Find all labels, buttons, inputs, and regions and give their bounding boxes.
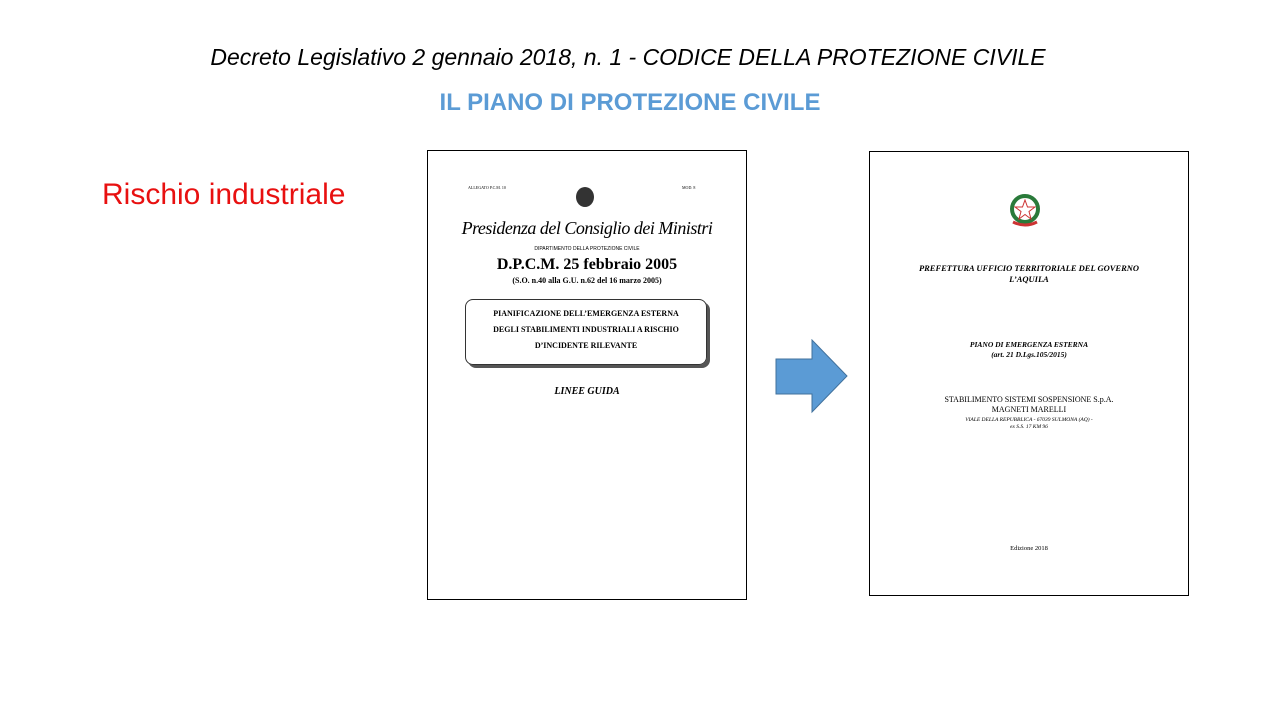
dpcm-document-image [427, 150, 747, 600]
address-line: VIALE DELLA REPUBBLICA - 67039 SULMONA (AQ) - [965, 417, 1093, 423]
republic-emblem-icon [1009, 194, 1041, 228]
authority-line: PREFETTURA UFFICIO TERRITORIALE DEL GOVERNO [918, 263, 1140, 273]
plan-line: PIANO DI EMERGENZA ESTERNA [969, 340, 1089, 349]
plan-line: (art. 21 D.Lgs.105/2015) [991, 350, 1067, 359]
doc-box [465, 299, 707, 365]
topic-label: Rischio industriale [102, 178, 346, 211]
doc-ref: (S.O. n.40 alla G.U. n.62 del 16 marzo 2005) [512, 276, 662, 285]
address-line: ex S.S. 17 KM 96 [1010, 424, 1048, 430]
address [870, 417, 1188, 431]
box-line: D’INCIDENTE RILEVANTE [534, 341, 638, 350]
company [870, 395, 1188, 415]
company-line: MAGNETI MARELLI [991, 405, 1067, 414]
authority-line: L’AQUILA [1009, 274, 1049, 284]
piano-emergenza-document-image [869, 151, 1189, 596]
doc-subtitle: LINEE GUIDA [554, 386, 620, 397]
corner-left-text: ALLEGATO P.C.M. 10 [468, 185, 506, 190]
authority [870, 263, 1188, 285]
department: DIPARTIMENTO DELLA PROTEZIONE CIVILE [534, 246, 640, 252]
company-line: STABILIMENTO SISTEMI SOSPENSIONE S.p.A. [944, 395, 1114, 404]
box-line: DEGLI STABILIMENTI INDUSTRIALI A RISCHIO [493, 325, 679, 334]
edition: Edizione 2018 [1010, 545, 1048, 552]
plan-title [870, 340, 1188, 360]
slide-title: IL PIANO DI PROTEZIONE CIVILE [439, 89, 821, 116]
box-line: PIANIFICAZIONE DELL’EMERGENZA ESTERNA [493, 309, 679, 318]
emblem-icon [576, 187, 594, 207]
slide-subtitle: Decreto Legislativo 2 gennaio 2018, n. 1 - CODICE DELLA PROTEZIONE CIVILE [210, 44, 1046, 70]
corner-right-text: MOD. 8 [682, 185, 696, 190]
doc-title: D.P.C.M. 25 febbraio 2005 [496, 256, 678, 273]
arrow-right-icon [775, 339, 849, 414]
institution-script: Presidenza del Consiglio dei Ministri [461, 218, 713, 238]
